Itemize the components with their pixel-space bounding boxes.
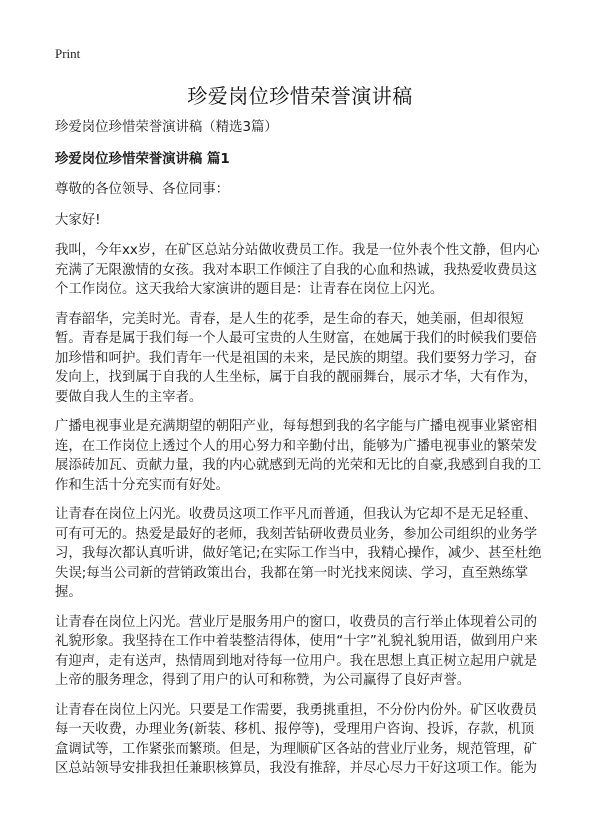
paragraph: 青春韶华，完美时光。青春，是人生的花季，是生命的春天，她美丽，但却很短暂。青春是属于我们每一个人最可宝贵的人生财富，在她属于我们的时候我们要倍加珍惜和呵护。我们青年一代是祖国的未来，是民族的期望。我们要努力学习，奋发向上，找到属于自我的人生坐标，属于自我的靓丽舞台，展示才华，大有作为，要做自我人生的主宰者。 (55, 311, 538, 405)
paragraph: 让青春在岗位上闪光。收费员这项工作平凡而普通，但我认为它却不是无足轻重、可有可无的。热爱是最好的老师，我刻苦钻研收费员业务，参加公司组织的业务学习，我每次都认真听讲，做好笔记;在实际工作当中，我精心操作，减少、甚至杜绝失误;每当公司新的营销政策出台，我都在第一时光找来阅读、学习，直至熟练掌握。 (55, 507, 542, 600)
section-heading: 珍爱岗位珍惜荣誉演讲稿 篇1 (55, 151, 230, 167)
document-body (55, 118, 547, 789)
page-title: 珍爱岗位珍惜荣誉演讲稿 (187, 84, 413, 108)
paragraph: 广播电视事业是充满期望的朝阳产业，每每想到我的名字能与广播电视事业紧密相连，在工作岗位上透过个人的用心努力和辛勤付出，能够为广播电视事业的繁荣发展添砖加瓦、贡献力量，我的内心就感到无尚的光荣和无比的自豪,我感到自我的工作和生活十分充实而有好处。 (55, 419, 542, 493)
paragraph: 让青春在岗位上闪光。营业厅是服务用户的窗口，收费员的言行举止体现着公司的礼貌形象。我坚持在工作中着装整洁得体，使用“十字”礼貌礼貌用语，做到用户来有迎声，走有送声，热情周到地对待每一位用户。我在思想上真正树立起用户就是上帝的服务理念，得到了用户的认可和称赞，为公司赢得了良好声誉。 (55, 614, 538, 688)
print-label[interactable]: Print (55, 46, 81, 61)
greeting: 大家好! (55, 212, 101, 228)
salutation: 尊敬的各位领导、各位同事： (55, 182, 230, 197)
document-subtitle: 珍爱岗位珍惜荣誉演讲稿（精选3篇） (55, 120, 278, 135)
paragraph: 让青春在岗位上闪光。只要是工作需要，我勇挑重担，不分份内份外。矿区收费员每一天收费，办理业务(新装、移机、报停等)，受理用户咨询、投诉，存款，机顶盒调试等，工作紧张而繁琐。但是，为理顺矿区各站的营业厅业务，规范管理，矿区总站领导安排我担任兼职核算员，我没有推辞，并尽心尽力干好这项工作。能为 (55, 702, 538, 776)
paragraph: 我叫，今年xx岁，在矿区总站分站做收费员工作。我是一位外表个性文静，但内心充满了无限激情的女孩。我对本职工作倾注了自我的心血和热诚，我热爱收费员这个工作岗位。这天我给大家演讲的题目是：让青春在岗位上闪光。 (55, 243, 540, 297)
